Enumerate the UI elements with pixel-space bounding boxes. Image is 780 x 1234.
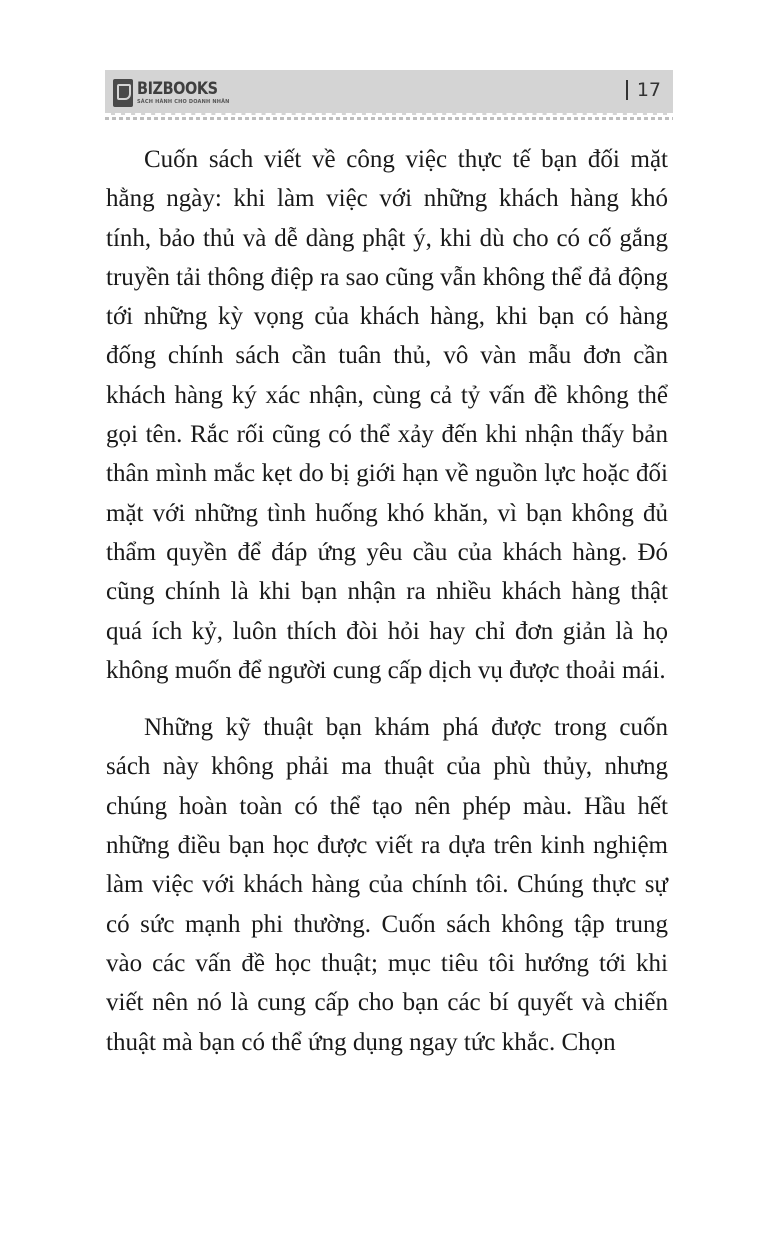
book-logo-icon xyxy=(113,79,133,107)
page-number-value: 17 xyxy=(636,79,661,101)
bizbooks-logo xyxy=(113,76,232,110)
brand-name: BIZBOOKS xyxy=(137,79,218,99)
page-header xyxy=(105,70,673,115)
brand-tagline: SÁCH HÀNH CHO DOANH NHÂN xyxy=(137,99,230,105)
paragraph: Cuốn sách viết về công việc thực tế bạn đối mặt hằng ngày: khi làm việc với những khách hàng khó tính, bảo thủ và dễ dàng phật ý, khi dù cho có cố gắng truyền tải thông điệp ra sao cũng vẫn không thể đả động tới những kỳ vọng của khách hàng, khi bạn có hàng đống chính sách cần tuân thủ, vô vàn mẫu đơn cần khách hàng ký xác nhận, cùng cả tỷ vấn đề không thể gọi tên. Rắc rối cũng có thể xảy đến khi nhận thấy bản thân mình mắc kẹt do bị giới hạn về nguồn lực hoặc đối mặt với những tình huống khó khăn, vì bạn không đủ thẩm quyền để đáp ứng yêu cầu của khách hàng. Đó cũng chính là khi bạn nhận ra nhiều khách hàng thật quá ích kỷ, luôn thích đòi hỏi hay chỉ đơn giản là họ không muốn để người cung cấp dịch vụ được thoải mái. xyxy=(106,146,668,684)
paragraph: Những kỹ thuật bạn khám phá được trong cuốn sách này không phải ma thuật của phù thủy, nhưng chúng hoàn toàn có thể tạo nên phép màu. Hầu hết những điều bạn học được viết ra dựa trên kinh nghiệm làm việc với khách hàng của chính tôi. Chúng thực sự có sức mạnh phi thường. Cuốn sách không tập trung vào các vấn đề học thuật; mục tiêu tôi hướng tới khi viết nên nó là cung cấp cho bạn các bí quyết và chiến thuật mà bạn có thể ứng dụng ngay tức khắc. Chọn xyxy=(106,714,668,1056)
page-number xyxy=(626,79,661,101)
body-text xyxy=(106,140,668,1062)
header-dashed-rule xyxy=(105,117,673,120)
page-number-divider xyxy=(626,80,628,100)
